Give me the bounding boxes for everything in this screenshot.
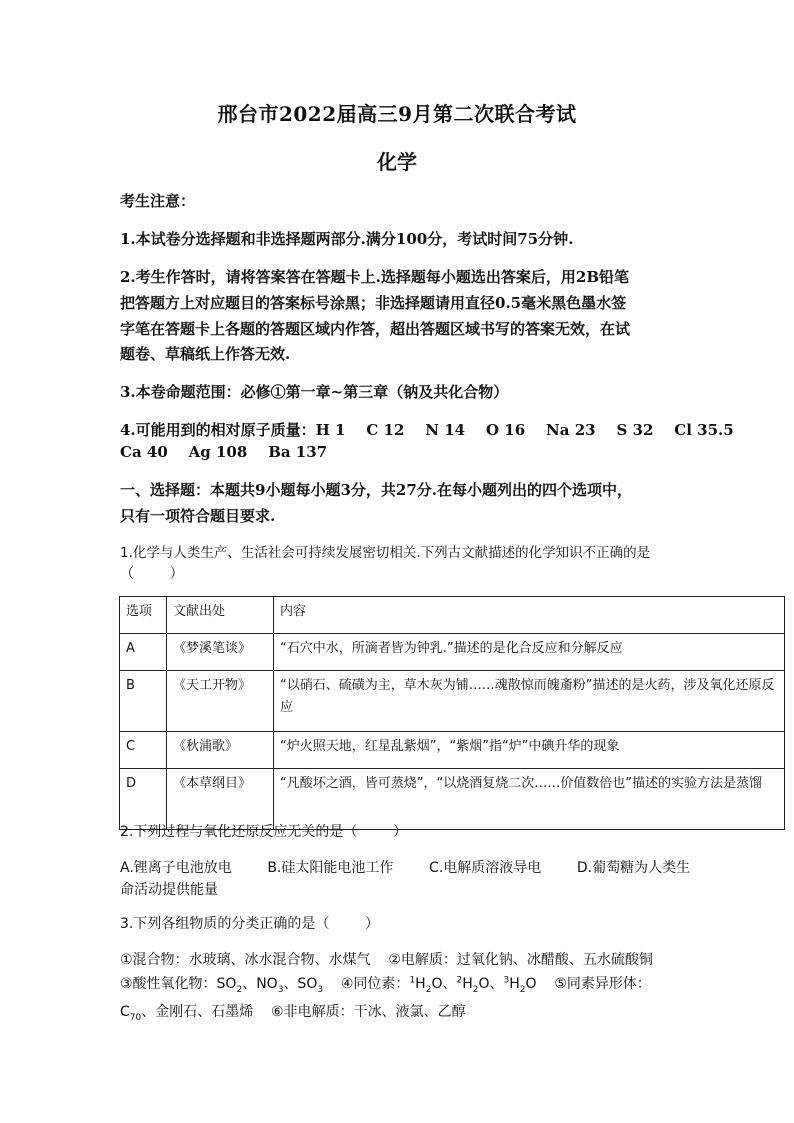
row-source: 《本草纲目》 bbox=[167, 769, 274, 830]
section-1-line2: 只有一项符合题目要求. bbox=[120, 507, 276, 525]
question-3-stem: 3.下列各组物质的分类正确的是（ ） bbox=[120, 916, 379, 932]
row-source: 《梦溪笔谈》 bbox=[167, 634, 274, 671]
row-content: “石穴中水，所滴者皆为钟乳.”描述的是化合反应和分解反应 bbox=[274, 634, 785, 671]
subject-title: 化学 bbox=[377, 150, 417, 174]
notice-item-4-line1: 4.可能用到的相对原子质量：H 1 C 12 N 14 O 16 Na 23 S 32 Cl 35.5 bbox=[120, 421, 734, 439]
question-3-line2: ③酸性氧化物：$SO_2$、$NO_3$、$SO_3$ ④同位素：$^1H_2O$、$^2H_2O$、$^3H_2O$ ⑤同素异形体： bbox=[120, 975, 651, 995]
question-2-options-line2: 命活动提供能量 bbox=[120, 882, 218, 898]
notice-item-2-line2: 把答题方上对应题目的答案标号涂黑；非选择题请用直径0.5毫米黑色墨水签 bbox=[120, 294, 627, 312]
table-row bbox=[120, 671, 785, 732]
row-content: “炉火照天地，红星乱紫烟”，“紫烟”指“炉”中碘升华的现象 bbox=[274, 732, 785, 769]
row-source: 《秋浦歌》 bbox=[167, 732, 274, 769]
row-option: B bbox=[120, 671, 167, 732]
notice-item-2-line4: 题卷、草稿纸上作答无效. bbox=[120, 345, 291, 363]
notice-item-2-line3: 字笔在答题卡上各题的答题区域内作答，超出答题区域书写的答案无效，在试 bbox=[120, 320, 631, 338]
notice-item-1: 1.本试卷分选择题和非选择题两部分.满分100分，考试时间75分钟. bbox=[120, 230, 574, 248]
question-1-stem: 1.化学与人类生产、生活社会可持续发展密切相关.下列古文献描述的化学知识不正确的是 bbox=[120, 545, 651, 561]
notice-item-3: 3.本卷命题范围：必修①第一章~第三章（钠及共化合物） bbox=[120, 383, 509, 401]
section-1-line1: 一、选择题：本题共9小题每小题3分，共27分.在每小题列出的四个选项中， bbox=[120, 481, 632, 499]
exam-title: 邢台市2022届高三9月第二次联合考试 bbox=[217, 102, 577, 126]
question-3-line3: $C_{70}$、金刚石、石墨烯 ⑥非电解质：干冰、液氯、乙醇 bbox=[120, 1004, 466, 1023]
notice-item-4-line2: Ca 40 Ag 108 Ba 137 bbox=[120, 443, 328, 461]
row-content: “凡酸坏之酒，皆可蒸烧”，“以烧酒复烧二次……价值数倍也”描述的实验方法是蒸馏 bbox=[274, 769, 785, 830]
question-1-answer-paren: （ ） bbox=[120, 566, 184, 582]
row-option: A bbox=[120, 634, 167, 671]
notice-item-2-line1: 2.考生作答时，请将答案答在答题卡上.选择题每小题选出答案后，用2B铅笔 bbox=[120, 268, 629, 286]
row-source: 《天工开物》 bbox=[167, 671, 274, 732]
question-1-table bbox=[119, 596, 785, 830]
table-row bbox=[120, 634, 785, 671]
question-2-options-line1: A.锂离子电池放电 B.硅太阳能电池工作 C.电解质溶液导电 D.葡萄糖为人类生 bbox=[120, 860, 691, 876]
notice-heading: 考生注意： bbox=[120, 192, 196, 210]
header-content: 内容 bbox=[274, 597, 785, 634]
header-option: 选项 bbox=[120, 597, 167, 634]
question-2-stem: 2.下列过程与氧化还原反应无关的是（ ） bbox=[120, 824, 407, 840]
row-option: D bbox=[120, 769, 167, 830]
row-option: C bbox=[120, 732, 167, 769]
question-3-line1: ①混合物：水玻璃、冰水混合物、水煤气 ②电解质：过氧化钠、冰醋酸、五水硫酸铜 bbox=[120, 952, 653, 968]
header-source: 文献出处 bbox=[167, 597, 274, 634]
row-content: “以硝石、硫磺为主，草木灰为铺……魂散惊而魄齑粉”描述的是火药，涉及氧化还原反应 bbox=[274, 671, 785, 732]
table-row bbox=[120, 732, 785, 769]
table-header-row bbox=[120, 597, 785, 634]
